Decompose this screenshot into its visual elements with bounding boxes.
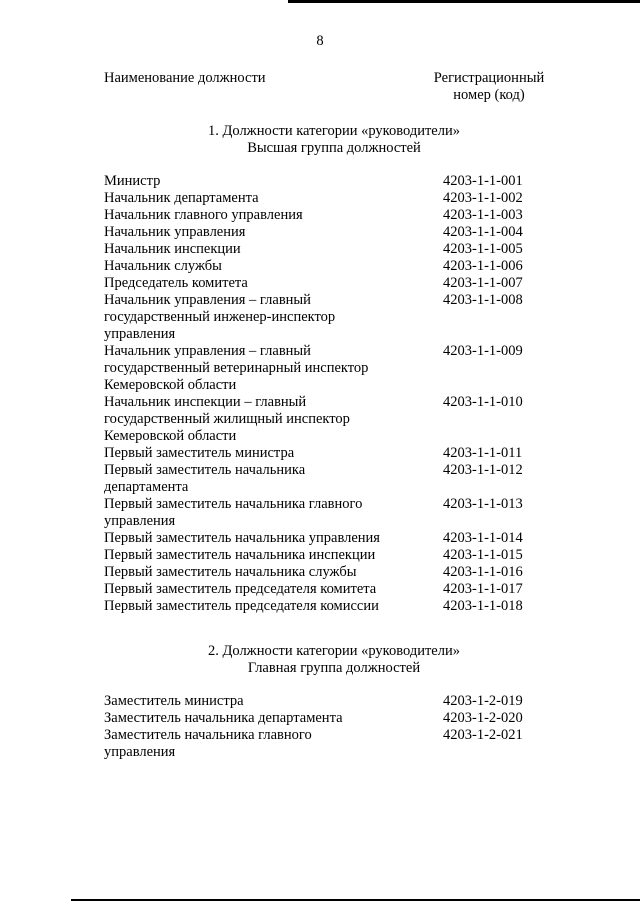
registration-code: 4203-1-1-007 [443, 275, 523, 291]
column-header-registration-code-line1: Регистрационный [433, 70, 545, 86]
table-row [104, 496, 564, 530]
registration-code: 4203-1-1-015 [443, 547, 523, 563]
registration-code: 4203-1-1-001 [443, 173, 523, 189]
position-name: Заместитель начальника главного управления [104, 727, 312, 760]
position-name: Заместитель министра [104, 693, 244, 709]
registration-code: 4203-1-2-020 [443, 710, 523, 726]
table-row [104, 727, 564, 761]
position-name: Первый заместитель начальника департамента [104, 462, 306, 495]
position-name: Начальник управления – главный государственный ветеринарный инспектор Кемеровской области [104, 343, 369, 393]
registration-code: 4203-1-1-012 [443, 462, 523, 478]
registration-code: 4203-1-1-009 [443, 343, 523, 359]
position-name: Первый заместитель начальника управления [104, 530, 380, 546]
registration-code: 4203-1-2-021 [443, 727, 523, 743]
table-row [104, 292, 564, 343]
section-1-title-line1: 1. Должности категории «руководители» [208, 123, 460, 139]
scan-artifact-line-top [288, 0, 640, 3]
table-row [104, 598, 564, 615]
section-2-title [104, 643, 564, 677]
table-row [104, 710, 564, 727]
document-content [104, 70, 564, 761]
section-1 [104, 123, 564, 615]
table-row [104, 190, 564, 207]
registration-code: 4203-1-1-004 [443, 224, 523, 240]
registration-code: 4203-1-1-011 [443, 445, 523, 461]
table-row [104, 564, 564, 581]
table-row [104, 173, 564, 190]
section-1-title [104, 123, 564, 157]
table-row [104, 241, 564, 258]
table-row [104, 343, 564, 394]
position-name: Первый заместитель начальника главного управления [104, 496, 363, 529]
table-row [104, 693, 564, 710]
table-row [104, 462, 564, 496]
position-name: Начальник инспекции – главный государственный жилищный инспектор Кемеровской области [104, 394, 350, 444]
registration-code: 4203-1-1-005 [443, 241, 523, 257]
position-name: Первый заместитель начальника инспекции [104, 547, 376, 563]
table-row [104, 530, 564, 547]
registration-code: 4203-1-1-013 [443, 496, 523, 512]
position-name: Начальник управления – главный государственный инженер-инспектор управления [104, 292, 336, 342]
registration-code: 4203-1-1-002 [443, 190, 523, 206]
registration-code: 4203-1-1-008 [443, 292, 523, 308]
page-number: 8 [316, 33, 324, 49]
table-row [104, 258, 564, 275]
table-header [104, 70, 564, 108]
registration-code: 4203-1-1-010 [443, 394, 523, 410]
section-1-entries [104, 173, 564, 615]
section-2-entries [104, 693, 564, 761]
registration-code: 4203-1-1-017 [443, 581, 523, 597]
table-row [104, 547, 564, 564]
column-header-registration-code [404, 70, 574, 104]
position-name: Начальник службы [104, 258, 222, 274]
table-row [104, 224, 564, 241]
position-name: Заместитель начальника департамента [104, 710, 343, 726]
position-name: Первый заместитель председателя комитета [104, 581, 377, 597]
registration-code: 4203-1-1-006 [443, 258, 523, 274]
column-header-registration-code-line2: номер (код) [453, 87, 525, 103]
position-name: Председатель комитета [104, 275, 248, 291]
table-row [104, 275, 564, 292]
table-row [104, 207, 564, 224]
table-row [104, 581, 564, 598]
section-2-title-line2: Главная группа должностей [247, 660, 421, 676]
registration-code: 4203-1-2-019 [443, 693, 523, 709]
section-2 [104, 643, 564, 761]
position-name: Начальник департамента [104, 190, 259, 206]
registration-code: 4203-1-1-016 [443, 564, 523, 580]
position-name: Министр [104, 173, 161, 189]
section-1-title-line2: Высшая группа должностей [247, 140, 421, 156]
table-row [104, 394, 564, 445]
position-name: Первый заместитель начальника службы [104, 564, 357, 580]
position-name: Начальник инспекции [104, 241, 241, 257]
section-2-title-line1: 2. Должности категории «руководители» [208, 643, 460, 659]
table-row [104, 445, 564, 462]
position-name: Первый заместитель министра [104, 445, 295, 461]
registration-code: 4203-1-1-018 [443, 598, 523, 614]
position-name: Начальник главного управления [104, 207, 303, 223]
column-header-position-name: Наименование должности [104, 70, 266, 86]
scan-artifact-line-bottom [71, 899, 640, 901]
position-name: Начальник управления [104, 224, 246, 240]
registration-code: 4203-1-1-014 [443, 530, 523, 546]
position-name: Первый заместитель председателя комиссии [104, 598, 379, 614]
registration-code: 4203-1-1-003 [443, 207, 523, 223]
